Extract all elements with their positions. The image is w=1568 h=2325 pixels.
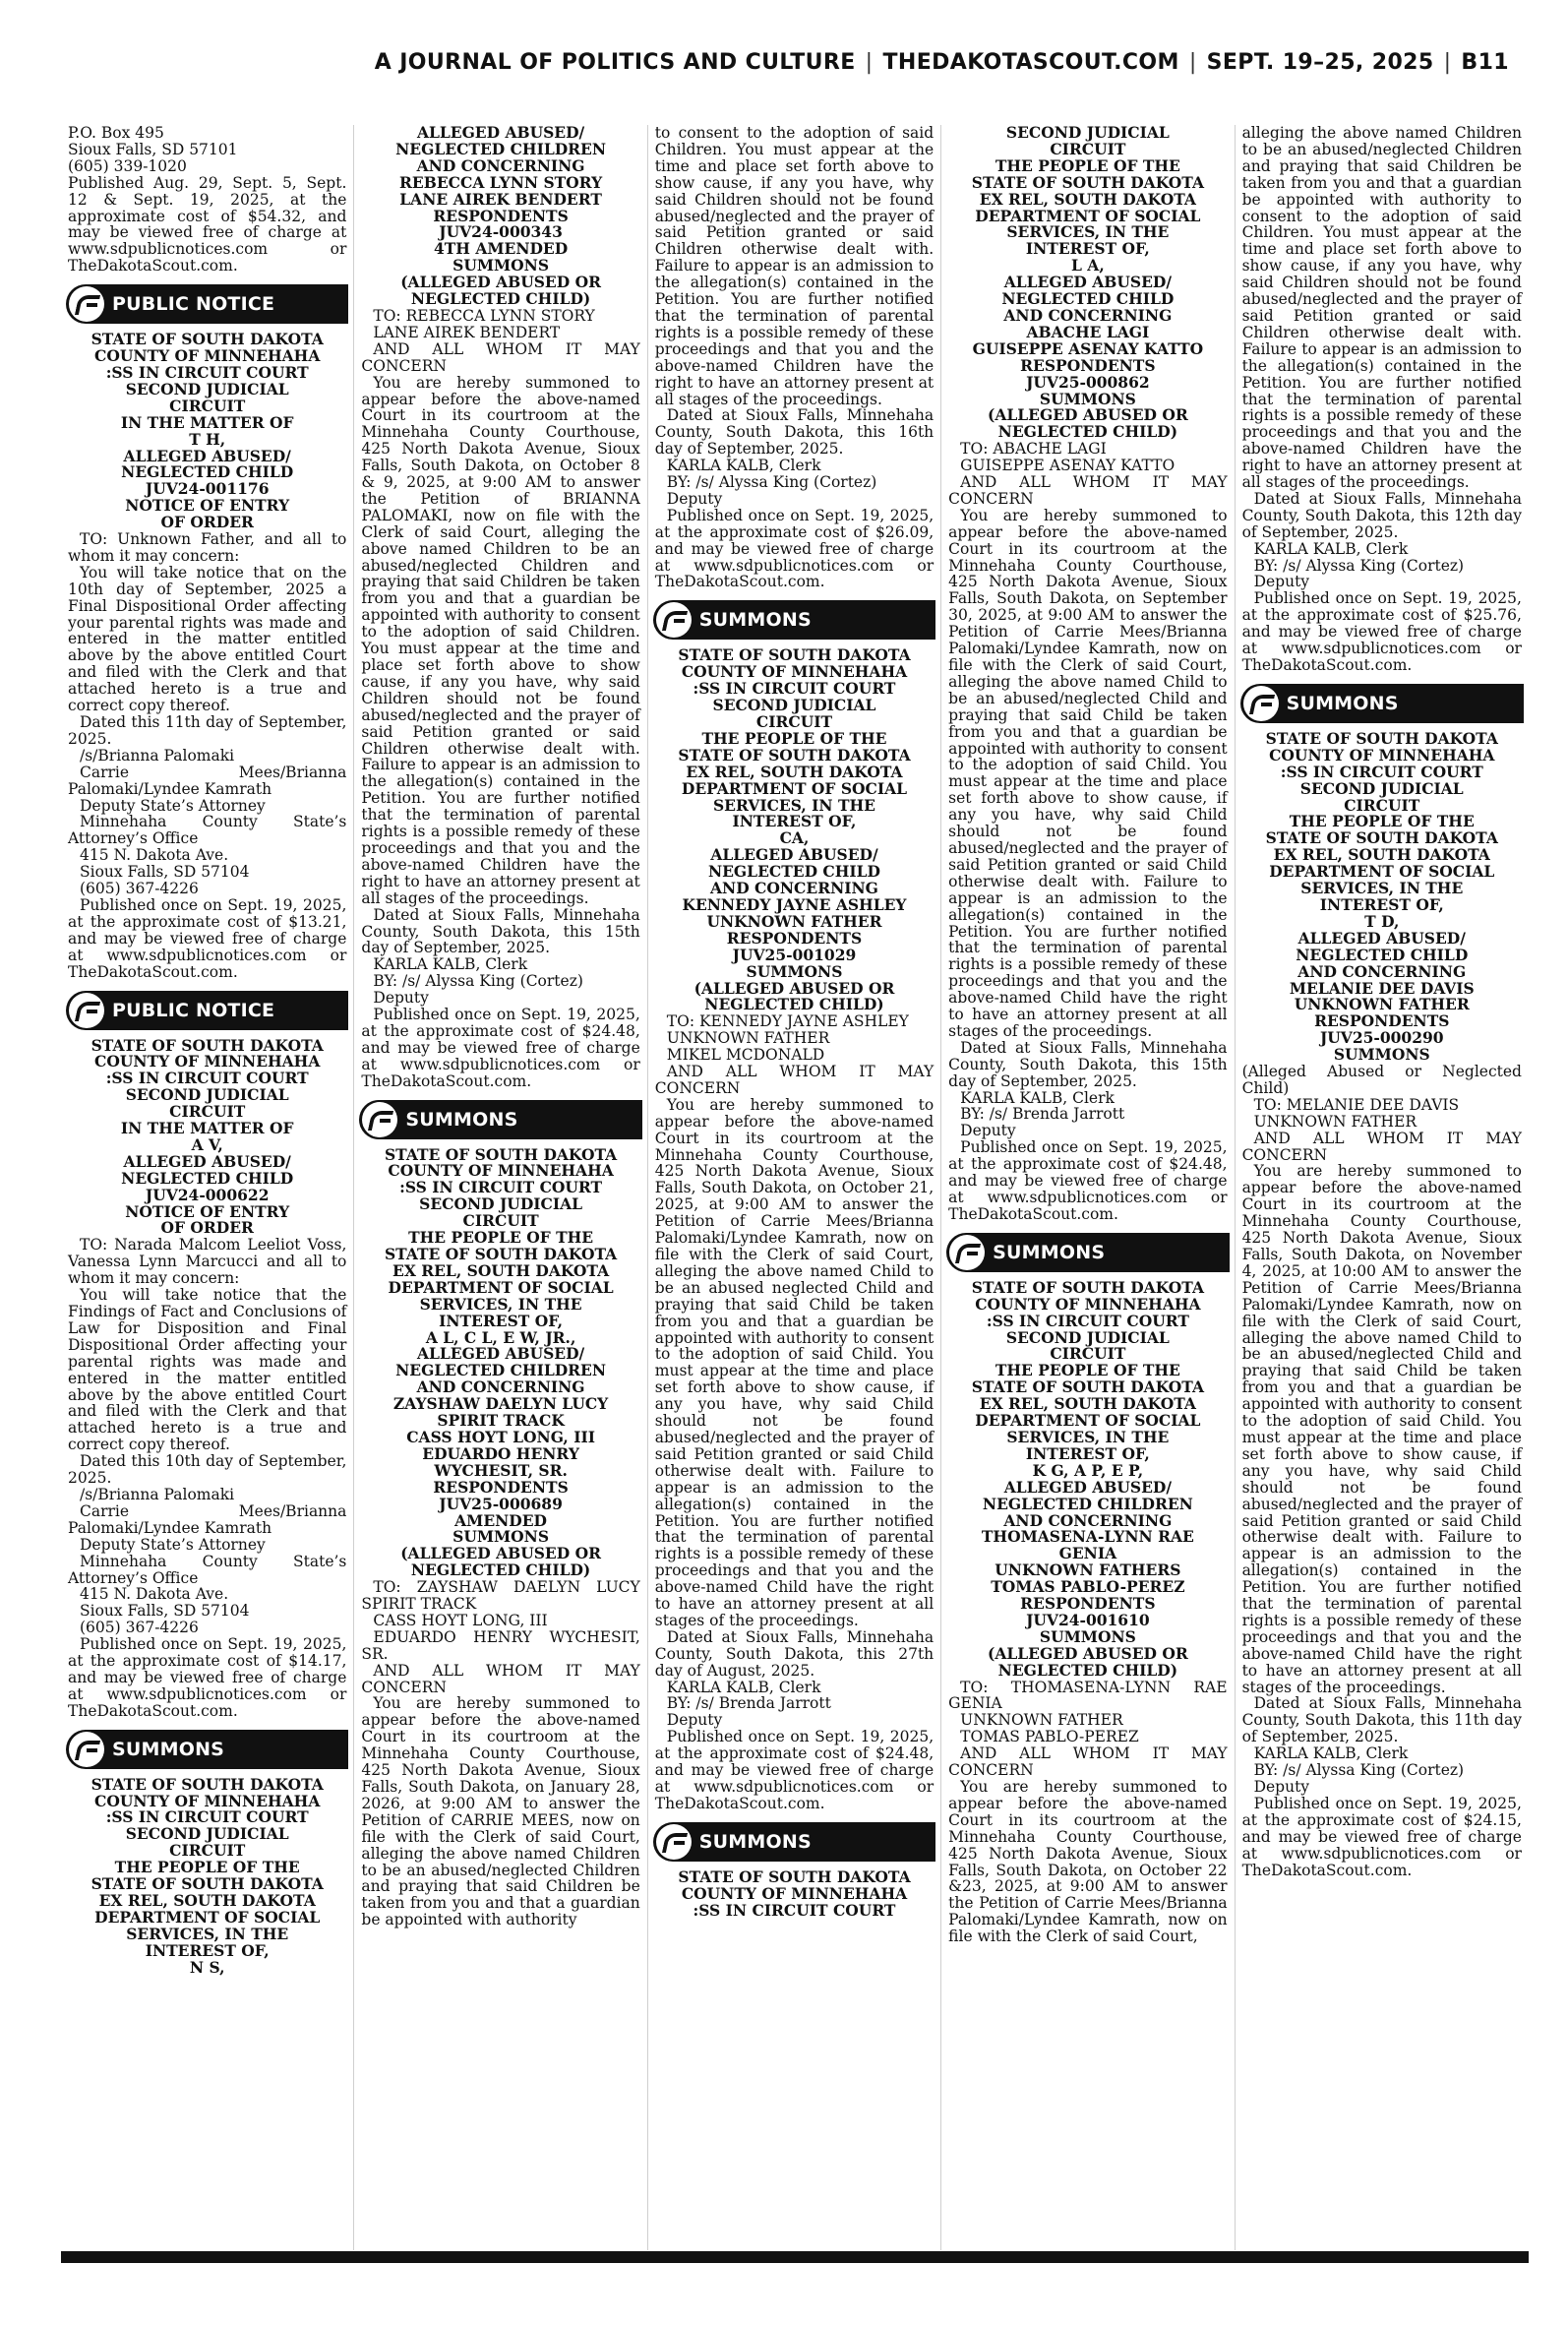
notice-heading-line: EX REL, SOUTH DAKOTA (686, 762, 903, 781)
notice-heading-line: RESPONDENTS (433, 206, 569, 225)
notice-paragraph: MIKEL MCDONALD (666, 1046, 825, 1065)
notice-heading-line: THE PEOPLE OF THE (995, 155, 1180, 175)
section-banner (1240, 684, 1524, 723)
section-banner-label: PUBLIC NOTICE (112, 293, 275, 316)
notice-heading-line: AMENDED (454, 1510, 548, 1530)
notice-heading-line: AND CONCERNING (416, 1377, 585, 1397)
notice-paragraph: to consent to the adoption of said Children. You must appear at the time and place set forth above to show cause, if any you have, why said Children should not be found abused/neglected and the prayer of said Petition granted or said Children otherwise dealt with. Failure to appear is an admission to the allegation(s) contained in the Petition. You are further notified that the termination of parental rights is a possible remedy of these proceedings and that you and the above-named Children have the right to have an attorney present at all stages of the proceedings. (654, 125, 935, 408)
notice-paragraph: BY: /s/ Alyssa King (Cortez) (666, 473, 877, 492)
notices-columns (61, 125, 1529, 2250)
notice-heading-line: CIRCUIT (1050, 139, 1126, 158)
notice-heading-line: AND CONCERNING (1003, 1510, 1173, 1530)
notice-heading-line: SECOND JUDICIAL (1005, 125, 1170, 142)
notice-heading-line: JUV24-001610 (1026, 1610, 1150, 1629)
notice-heading-line: STATE OF SOUTH DAKOTA (971, 172, 1204, 192)
notice-heading-line: NEGLECTED CHILD (121, 462, 294, 482)
notice-heading-line: TOMAS PABLO-PEREZ (991, 1577, 1185, 1597)
notice-paragraph: GUISEPPE ASENAY KATTO (960, 457, 1176, 475)
notice-paragraph: You are hereby summoned to appear before the above-named Court in its courtroom at the Minnehaha County Courthouse, 425 North Dakota Avenue, Sioux Falls, South Dakota, on October 22 &23, 2025, at 9:00 AM to answer the Petition of Carrie Mees/Brianna Palomaki/Lyndee Kamrath, now on file with the Clerk of said Court, (948, 1778, 1228, 1946)
notice-heading-line: THE PEOPLE OF THE (1289, 812, 1475, 831)
notice-paragraph: Dated at Sioux Falls, Minnehaha County, South Dakota, this 15th day of September, 2025. (361, 905, 640, 957)
notice-heading-line: CIRCUIT (169, 1102, 246, 1122)
notice-heading-line: SUMMONS (746, 961, 843, 981)
section-banner-label: SUMMONS (993, 1241, 1106, 1263)
notice-heading-line: SERVICES, IN THE (1006, 222, 1170, 242)
notice-heading-line: STATE OF SOUTH DAKOTA (971, 1277, 1204, 1297)
notice-heading-line: STATE OF SOUTH DAKOTA (384, 1245, 618, 1263)
notice-paragraph: Deputy (373, 989, 429, 1008)
notice-paragraph: TO: Narada Malcom Leeliot Voss, Vanessa Lynn Marcucci and all to whom it may concern: (68, 1236, 347, 1288)
page-number: B11 (1461, 50, 1509, 75)
notice-paragraph: Published once on Sept. 19, 2025, at the approximate cost of $24.48, and may be viewed free of charge at www.sdpublicnotices.com or TheDakotaScout.com. (948, 1138, 1228, 1223)
notice-paragraph: BY: /s/ Alyssa King (Cortez) (1253, 556, 1465, 575)
notice-heading-line: DEPARTMENT OF SOCIAL (388, 1277, 614, 1297)
notice-heading-line: INTEREST OF, (1025, 1443, 1150, 1463)
notice-paragraph: AND ALL WHOM IT MAY CONCERN (948, 1744, 1228, 1780)
notice-heading-line: COUNTY OF MINNEHAHA (94, 1052, 321, 1071)
notice-paragraph: Deputy (666, 489, 723, 508)
notice-heading-line: ALLEGED ABUSED/ (416, 1344, 585, 1364)
notice-paragraph: TO: Unknown Father, and all to whom it may concern: (68, 530, 347, 565)
notice-heading-line: SECOND JUDICIAL (125, 1824, 289, 1844)
notice-heading-line: SERVICES, IN THE (126, 1924, 289, 1943)
section-banner (946, 1233, 1229, 1272)
notice-heading-line: INTEREST OF, (145, 1940, 270, 1960)
notice-heading-line: KENNEDY JAYNE ASHLEY (682, 894, 907, 914)
notice-heading-line: :SS IN CIRCUIT COURT (105, 1069, 309, 1088)
notice-paragraph: Dated at Sioux Falls, Minnehaha County, South Dakota, this 16th day of September, 2025. (654, 406, 935, 459)
section-banner-label: SUMMONS (698, 1830, 812, 1853)
notice-heading-line: EX REL, SOUTH DAKOTA (979, 1394, 1196, 1414)
notice-heading-line: STATE OF SOUTH DAKOTA (1265, 728, 1498, 748)
notice-heading-line: UNKNOWN FATHER (706, 911, 882, 931)
notice-paragraph: BY: /s/ Alyssa King (Cortez) (373, 972, 583, 991)
notice-heading-line: INTEREST OF, (1025, 239, 1150, 259)
section-banner (66, 1730, 348, 1769)
section-banner-label: PUBLIC NOTICE (112, 999, 275, 1021)
notice-paragraph: You are hereby summoned to appear before the above-named Court in its courtroom at the Minnehaha County Courthouse, 425 North Dakota Avenue, Sioux Falls, South Dakota, on September 30, 2025, at 9:00 AM to answer the Petition of Carrie Mees/Brianna Palomaki/Lyndee Kamrath, now on file with the Clerk of said Court, alleging the above named Child to be an abused/neglected Child and praying that said Child be taken from you and that a guardian be appointed with authority to consent to the adoption of said Child. You must appear at the time and place set forth above to show cause, if any you have, why said Child should not be found abused/neglected and the prayer of said Petition granted or said Child otherwise dealt with. Failure to appear is an admission to the allegation(s) contained in the Petition. You are further notified that the termination of parental rights is a possible remedy of these proceedings and that you and the above-named Child have the right to have an attorney present at all stages of the proceedings. (948, 506, 1228, 1040)
notice-paragraph: Dated at Sioux Falls, Minnehaha County, South Dakota, this 11th day of September, 2025. (1241, 1694, 1522, 1746)
notice-paragraph: UNKNOWN FATHER (666, 1029, 830, 1048)
notice-heading-line: (ALLEGED ABUSED OR (988, 1643, 1188, 1663)
notice-paragraph: Minnehaha County State’s Attorney’s Office (68, 1552, 347, 1587)
notice-heading-line: JUV24-000622 (145, 1185, 270, 1204)
notice-heading-line: THE PEOPLE OF THE (995, 1361, 1180, 1380)
notice-paragraph: You are hereby summoned to appear before the above-named Court in its courtroom at the Minnehaha County Courthouse, 425 North Dakota Avenue, Sioux Falls, South Dakota, on October 8 & 9, 2025, at 9:00 AM to answer the Petition of BRIANNA PALOMAKI, now on file with the Clerk of said Court, alleging the above named Children to be an abused/neglected Children and praying that said Children be taken from you and that a guardian be appointed with authority to consent to the adoption of said Children. You must appear at the time and place set forth above to show cause, if any you have, why said Children should not be found abused/neglected and the prayer of said Petition granted or said Children otherwise dealt with. Failure to appear is an admission to the allegation(s) contained in the Petition. You are further notified that the termination of parental rights is a possible remedy of these proceedings and that you and the above-named Children have the right to have an attorney present at all stages of the proceedings. (361, 373, 640, 907)
notice-heading-line: STATE OF SOUTH DAKOTA (90, 1035, 324, 1055)
notice-heading-line: SUMMONS (452, 1527, 550, 1547)
notice-heading-line: JUV24-000343 (439, 222, 563, 242)
notice-paragraph: BY: /s/ Brenda Jarrott (666, 1694, 831, 1713)
header-separator: | (865, 50, 874, 75)
notice-heading-line: SECOND JUDICIAL (125, 379, 289, 398)
notice-paragraph: TO: THOMASENA-LYNN RAE GENIA (948, 1678, 1228, 1713)
notice-paragraph: (Alleged Abused or Neglected Child) (1241, 1063, 1522, 1097)
scout-logo-icon (656, 1824, 692, 1860)
notice-paragraph: CASS HOYT LONG, III (373, 1611, 548, 1629)
notice-heading-line: NEGLECTED CHILD) (410, 289, 591, 309)
notice-heading-line: STATE OF SOUTH DAKOTA (678, 1866, 911, 1886)
notice-heading-line: A L, C L, E W, JR., (425, 1327, 576, 1347)
page-header (375, 50, 1509, 75)
notice-heading-line: SECOND JUDICIAL (1299, 778, 1464, 798)
notice-heading-line: STATE OF SOUTH DAKOTA (678, 645, 911, 665)
notice-heading-line: NEGLECTED CHILD (1296, 945, 1469, 964)
notice-paragraph: UNKNOWN FATHER (1253, 1112, 1417, 1131)
website-link[interactable]: THEDAKOTASCOUT.COM (882, 50, 1179, 75)
section-banner (653, 600, 935, 640)
notice-paragraph: You will take notice that on the 10th day of September, 2025 a Final Dispositional Order affecting your parental rights was made and entered in the matter entitled above by the above entitled Court and filed with the Clerk and that attached hereto is a true and correct copy thereof. (68, 563, 347, 715)
notice-heading-line: DEPARTMENT OF SOCIAL (975, 206, 1201, 225)
notice-heading-line: GUISEPPE ASENAY KATTO (972, 338, 1204, 358)
notice-heading-line: SECOND JUDICIAL (1005, 1327, 1170, 1347)
notice-heading-line: CA, (779, 828, 810, 848)
notice-heading-line: DEPARTMENT OF SOCIAL (975, 1411, 1201, 1431)
notice-heading-line: NEGLECTED CHILD) (704, 995, 884, 1014)
scout-logo-icon (362, 1102, 397, 1137)
notice-heading-line: L A, (1071, 256, 1105, 275)
notice-paragraph: 415 N. Dakota Ave. (80, 1585, 229, 1604)
notice-paragraph: You will take notice that the Findings of Fact and Conclusions of Law for Disposition and Final Dispositional Order affecting your parental rights was made and entered in the matter entitled above by the above entitled Court and filed with the Clerk and that attached hereto is a true and correct copy thereof. (68, 1286, 347, 1454)
notice-heading-line: NEGLECTED CHILD) (410, 1560, 591, 1580)
notice-heading-line: :SS IN CIRCUIT COURT (105, 362, 309, 382)
notice-paragraph: (605) 339-1020 (68, 156, 187, 175)
notice-heading-line: STATE OF SOUTH DAKOTA (678, 745, 911, 765)
notice-heading-line: EDUARDO HENRY (422, 1443, 579, 1463)
notice-paragraph: Dated at Sioux Falls, Minnehaha County, South Dakota, this 12th day of September, 2025. (1241, 489, 1522, 541)
notice-heading-line: SUMMONS (1039, 389, 1136, 408)
notice-heading-line: CIRCUIT (169, 1841, 246, 1861)
notice-heading-line: EX REL, SOUTH DAKOTA (392, 1260, 610, 1280)
notice-heading-line: SERVICES, IN THE (1006, 1427, 1170, 1446)
notice-paragraph: (605) 367-4226 (80, 1619, 199, 1637)
notice-heading-line: NOTICE OF ENTRY (125, 496, 290, 516)
notice-paragraph: Deputy (960, 1122, 1016, 1140)
notice-paragraph: Deputy (1253, 1778, 1310, 1796)
notice-paragraph: Minnehaha County State’s Attorney’s Office (68, 813, 347, 848)
notice-paragraph: Published once on Sept. 19, 2025, at the approximate cost of $24.15, and may be viewed free of charge at www.sdpublicnotices.com or TheDakotaScout.com. (1241, 1794, 1522, 1879)
notice-heading-line: AND CONCERNING (710, 879, 878, 898)
notice-heading-line: DEPARTMENT OF SOCIAL (681, 778, 908, 798)
notice-paragraph: UNKNOWN FATHER (960, 1711, 1123, 1730)
scout-logo-icon (69, 1732, 104, 1767)
notice-paragraph: KARLA KALB, Clerk (373, 955, 528, 974)
notice-paragraph: /s/Brianna Palomaki (80, 746, 235, 765)
notice-paragraph: Dated at Sioux Falls, Minnehaha County, South Dakota, this 27th day of August, 2025. (654, 1627, 935, 1680)
notice-heading-line: MELANIE DEE DAVIS (1289, 978, 1475, 998)
notice-heading-line: NEGLECTED CHILD) (997, 422, 1178, 442)
notice-heading-line: RESPONDENTS (1020, 1594, 1156, 1614)
notice-heading-line: THE PEOPLE OF THE (408, 1228, 594, 1248)
notice-heading-line: :SS IN CIRCUIT COURT (693, 679, 896, 699)
notice-paragraph: KARLA KALB, Clerk (960, 1088, 1115, 1107)
notice-paragraph: KARLA KALB, Clerk (1253, 539, 1409, 558)
notice-heading-line: :SS IN CIRCUIT COURT (399, 1178, 603, 1197)
notice-paragraph: LANE AIREK BENDERT (373, 323, 561, 341)
notice-paragraph: Published once on Sept. 19, 2025, at the approximate cost of $13.21, and may be viewed free of charge at www.sdpublicnotices.com or TheDakotaScout.com. (68, 895, 347, 981)
notice-heading-line: ALLEGED ABUSED/ (1297, 928, 1466, 948)
notice-heading-line: ALLEGED ABUSED/ (710, 845, 878, 865)
notice-paragraph: Carrie Mees/Brianna Palomaki/Lyndee Kamrath (68, 763, 347, 798)
section-banner (359, 1100, 641, 1139)
notice-heading-line: ALLEGED ABUSED/ (1003, 1477, 1172, 1497)
notice-heading-line: JUV25-001029 (732, 945, 857, 964)
section-banner (66, 991, 348, 1030)
notice-heading-line: SUMMONS (1039, 1626, 1136, 1646)
notice-heading-line: INTEREST OF, (1319, 894, 1444, 914)
notice-heading-line: A V, (191, 1134, 223, 1154)
notice-heading-line: LANE AIREK BENDERT (399, 189, 602, 209)
notice-heading-line: :SS IN CIRCUIT COURT (105, 1807, 309, 1827)
notice-heading-line: AND CONCERNING (416, 155, 585, 175)
section-banner-label: SUMMONS (698, 609, 812, 632)
notice-heading-line: COUNTY OF MINNEHAHA (388, 1161, 614, 1181)
notice-paragraph: Sioux Falls, SD 57101 (68, 140, 238, 158)
notice-heading-line: NEGLECTED CHILD) (997, 1660, 1178, 1680)
notice-heading-line: ZAYSHAW DAELYN LUCY (392, 1394, 609, 1414)
notice-paragraph: Sioux Falls, SD 57104 (80, 863, 250, 882)
notice-paragraph: You are hereby summoned to appear before the above-named Court in its courtroom at the Minnehaha County Courthouse, 425 North Dakota Avenue, Sioux Falls, South Dakota, on January 28, 2026, at 9:00 AM to answer the Petition of CARRIE MEES, now on file with the Clerk of said Court, alleging the above named Children to be an abused/neglected Children and praying that said Children be taken from you and that a guardian be appointed with authority (361, 1694, 640, 1929)
notice-paragraph: Published once on Sept. 19, 2025, at the approximate cost of $26.09, and may be viewed free of charge at www.sdpublicnotices.com or TheDakotaScout.com. (654, 506, 935, 591)
notice-heading-line: STATE OF SOUTH DAKOTA (90, 330, 324, 349)
notice-paragraph: Published once on Sept. 19, 2025, at the approximate cost of $25.76, and may be viewed free of charge at www.sdpublicnotices.com or TheDakotaScout.com. (1241, 589, 1522, 674)
notice-heading-line: COUNTY OF MINNEHAHA (975, 1294, 1201, 1314)
notice-heading-line: NEGLECTED CHILD (1001, 289, 1175, 309)
notice-heading-line: NEGLECTED CHILDREN (395, 139, 607, 158)
notice-heading-line: ALLEGED ABUSED/ (1003, 273, 1172, 292)
notice-heading-line: EX REL, SOUTH DAKOTA (98, 1891, 316, 1910)
notice-heading-line: INTEREST OF, (732, 812, 857, 831)
notice-heading-line: SECOND JUDICIAL (125, 1085, 289, 1105)
notice-heading-line: THE PEOPLE OF THE (701, 728, 887, 748)
notice-paragraph: Published once on Sept. 19, 2025, at the approximate cost of $24.48, and may be viewed free of charge at www.sdpublicnotices.com or TheDakotaScout.com. (361, 1006, 640, 1090)
notice-heading-line: NEGLECTED CHILDREN (982, 1494, 1193, 1513)
notice-heading-line: (ALLEGED ABUSED OR (988, 405, 1188, 425)
section-banner (653, 1822, 935, 1862)
notice-heading-line: WYCHESIT, SR. (434, 1460, 568, 1480)
notice-paragraph: Published once on Sept. 19, 2025, at the approximate cost of $14.17, and may be viewed free of charge at www.sdpublicnotices.com or TheDakotaScout.com. (68, 1635, 347, 1720)
notice-paragraph: Carrie Mees/Brianna Palomaki/Lyndee Kamrath (68, 1501, 347, 1537)
notice-heading-line: INTEREST OF, (439, 1311, 564, 1330)
notice-heading-line: CASS HOYT LONG, III (406, 1427, 595, 1446)
notice-paragraph: TO: ZAYSHAW DAELYN LUCY SPIRIT TRACK (361, 1578, 640, 1614)
publication-tagline: A JOURNAL OF POLITICS AND CULTURE (374, 50, 856, 75)
notice-heading-line: ALLEGED ABUSED/ (416, 125, 585, 142)
footer-rule (61, 2251, 1529, 2263)
issue-date: SEPT. 19–25, 2025 (1206, 50, 1434, 75)
notice-paragraph: alleging the above named Children to be an abused/neglected Children and praying that said Children be taken from you and that a guardian be appointed with authority to consent to the adoption of said Children. You must appear at the time and place set forth above to show cause, if any you have, why said Children should not be found abused/neglected and the prayer of said Petition granted or said Children otherwise dealt with. Failure to appear is an admission to the allegation(s) contained in the Petition. You are further notified that the termination of parental rights is a possible remedy of these proceedings and that you and the above-named Children have the right to have an attorney present at all stages of the proceedings. (1241, 125, 1522, 492)
notice-heading-line: OF ORDER (160, 513, 254, 532)
notice-paragraph: Published Aug. 29, Sept. 5, Sept. 12 & Sept. 19, 2025, at the approximate cost of $54.32, and may be viewed free of charge at www.sdpublicnotices.com or TheDakotaScout.com. (68, 173, 347, 275)
notice-heading-line: THE PEOPLE OF THE (114, 1858, 300, 1877)
notice-heading-line: CIRCUIT (755, 712, 833, 731)
notice-heading-line: :SS IN CIRCUIT COURT (986, 1311, 1189, 1330)
notice-paragraph: Dated this 11th day of September, 2025. (68, 713, 347, 748)
notice-heading-line: SERVICES, IN THE (419, 1294, 582, 1314)
header-separator: | (1443, 50, 1452, 75)
notice-heading-line: UNKNOWN FATHER (1294, 995, 1470, 1014)
notice-heading-line: 4TH AMENDED (433, 239, 569, 259)
notice-heading-line: CIRCUIT (462, 1211, 539, 1231)
notice-heading-line: K G, A P, E P, (1032, 1460, 1144, 1480)
notice-paragraph: Deputy State’s Attorney (80, 1535, 266, 1554)
notice-heading-line: JUV25-000862 (1026, 372, 1150, 392)
notice-heading-line: RESPONDENTS (726, 928, 863, 948)
notice-heading-line: (ALLEGED ABUSED OR (400, 273, 601, 292)
section-banner-label: SUMMONS (112, 1738, 225, 1760)
header-separator: | (1188, 50, 1197, 75)
notice-heading-line: SUMMONS (1333, 1045, 1430, 1065)
notice-heading-line: T D, (1364, 911, 1400, 931)
notice-heading-line: JUV25-000290 (1319, 1028, 1444, 1048)
notice-heading-line: SUMMONS (452, 256, 550, 275)
notice-paragraph: TO: KENNEDY JAYNE ASHLEY (666, 1012, 909, 1031)
notice-heading-line: STATE OF SOUTH DAKOTA (1265, 828, 1498, 848)
scout-logo-icon (656, 602, 692, 638)
scout-logo-icon (69, 993, 104, 1028)
notice-paragraph: Dated at Sioux Falls, Minnehaha County, South Dakota, this 15th day of September, 2025. (948, 1038, 1228, 1090)
notice-heading-line: ABACHE LAGI (1026, 322, 1150, 341)
notice-heading-line: EX REL, SOUTH DAKOTA (1273, 845, 1490, 865)
notice-paragraph: TOMAS PABLO-PEREZ (960, 1728, 1139, 1746)
column-3 (648, 125, 941, 2250)
notice-heading-line: (ALLEGED ABUSED OR (694, 978, 895, 998)
notice-paragraph: AND ALL WHOM IT MAY CONCERN (948, 473, 1228, 508)
notice-heading-line: JUV24-001176 (145, 479, 270, 499)
notice-paragraph: You are hereby summoned to appear before the above-named Court in its courtroom at the Minnehaha County Courthouse, 425 North Dakota Avenue, Sioux Falls, South Dakota, on October 21, 2025, at 9:00 AM to answer the Petition of Carrie Mees/Brianna Palomaki/Lyndee Kamrath, now on file with the Clerk of said Court, alleging the above named Child to be an abused neglected Child and praying that said Child be taken from you and that a guardian be appointed with authority to consent to the adoption of said Child. You must appear at the time and place set forth above to show cause, if any you have, why said Child should not be found abused/neglected and the prayer of said Petition granted or said Child otherwise dealt with. Failure to appear is an admission to the allegation(s) contained in the Petition. You are further notified that the termination of parental rights is a possible remedy of these proceedings and that you and the above-named Child have the right to have an attorney present at all stages of the proceedings. (654, 1095, 935, 1629)
notice-heading-line: NEGLECTED CHILD (707, 862, 880, 882)
notice-heading-line: RESPONDENTS (433, 1477, 569, 1497)
notice-paragraph: BY: /s/ Brenda Jarrott (960, 1105, 1125, 1124)
notice-heading-line: COUNTY OF MINNEHAHA (681, 1883, 908, 1903)
notice-heading-line: ALLEGED ABUSED/ (123, 1151, 291, 1171)
notice-heading-line: RESPONDENTS (1020, 355, 1156, 375)
notice-heading-line: SERVICES, IN THE (1300, 879, 1464, 898)
notice-paragraph: KARLA KALB, Clerk (1253, 1744, 1409, 1763)
notice-heading-line: :SS IN CIRCUIT COURT (1280, 762, 1483, 781)
notice-paragraph: (605) 367-4226 (80, 880, 199, 898)
notice-paragraph: EDUARDO HENRY WYCHESIT, SR. (361, 1627, 640, 1663)
notice-paragraph: AND ALL WHOM IT MAY CONCERN (1241, 1129, 1522, 1164)
notice-heading-line: COUNTY OF MINNEHAHA (94, 1791, 321, 1810)
section-banner (66, 284, 348, 324)
notice-heading-line: IN THE MATTER OF (120, 1119, 294, 1138)
notice-heading-line: COUNTY OF MINNEHAHA (94, 346, 321, 366)
notice-heading-line: T H, (189, 429, 226, 449)
section-banner-label: SUMMONS (1286, 692, 1399, 714)
notice-paragraph: KARLA KALB, Clerk (666, 1678, 821, 1696)
notice-heading-line: STATE OF SOUTH DAKOTA (90, 1774, 324, 1794)
notice-heading-line: STATE OF SOUTH DAKOTA (384, 1144, 618, 1164)
notice-paragraph: Published once on Sept. 19, 2025, at the approximate cost of $24.48, and may be viewed free of charge at www.sdpublicnotices.com or TheDakotaScout.com. (654, 1728, 935, 1812)
notice-paragraph: Deputy (666, 1711, 723, 1730)
notice-heading-line: NEGLECTED CHILD (121, 1168, 294, 1188)
column-4 (941, 125, 1235, 2250)
notice-heading-line: SERVICES, IN THE (712, 795, 875, 815)
notice-heading-line: AND CONCERNING (1297, 961, 1467, 981)
notice-heading-line: CIRCUIT (1344, 795, 1420, 815)
notice-paragraph: TO: REBECCA LYNN STORY (373, 306, 595, 325)
notice-heading-line: (ALLEGED ABUSED OR (400, 1544, 601, 1563)
notice-paragraph: AND ALL WHOM IT MAY CONCERN (361, 339, 640, 375)
notice-heading-line: GENIA (1058, 1544, 1117, 1563)
notice-heading-line: COUNTY OF MINNEHAHA (1269, 745, 1495, 765)
notice-paragraph: Sioux Falls, SD 57104 (80, 1602, 250, 1621)
scout-logo-icon (69, 286, 104, 322)
notice-paragraph: /s/Brianna Palomaki (80, 1485, 235, 1503)
notice-heading-line: N S, (189, 1957, 225, 1977)
notice-paragraph: P.O. Box 495 (68, 125, 164, 142)
notice-heading-line: REBECCA LYNN STORY (399, 172, 603, 192)
notice-heading-line: ALLEGED ABUSED/ (123, 446, 291, 465)
notice-heading-line: NEGLECTED CHILDREN (395, 1361, 607, 1380)
notice-paragraph: You are hereby summoned to appear before the above-named Court in its courtroom at the Minnehaha County Courthouse, 425 North Dakota Avenue, Sioux Falls, South Dakota, on November 4, 2025, at 10:00 AM to answer the Petition of Carrie Mees/Brianna Palomaki/Lyndee Kamrath, now on file with the Clerk of said Court, alleging the above named Child to be an abused/neglected Child and praying that said Child be taken from you and that a guardian be appointed with authority to consent to the adoption of said Child. You must appear at the time and place set forth above to show cause, if any you have, why said Child should not be found abused/neglected and the prayer of said Petition granted or said Child otherwise dealt with. Failure to appear is an admission to the allegation(s) contained in the Petition. You are further notified that the termination of parental rights is a possible remedy of these proceedings and that you and the above-named Child have the right to have an attorney present at all stages of the proceedings. (1241, 1162, 1522, 1696)
notice-paragraph: TO: MELANIE DEE DAVIS (1253, 1095, 1460, 1114)
notice-paragraph: AND ALL WHOM IT MAY CONCERN (361, 1661, 640, 1696)
notice-heading-line: DEPARTMENT OF SOCIAL (94, 1907, 321, 1927)
notice-paragraph: AND ALL WHOM IT MAY CONCERN (654, 1063, 935, 1097)
notice-paragraph: KARLA KALB, Clerk (666, 457, 821, 475)
notice-heading-line: CIRCUIT (1050, 1344, 1126, 1364)
notice-paragraph: Deputy (1253, 573, 1310, 591)
notice-heading-line: NOTICE OF ENTRY (125, 1201, 290, 1221)
notice-paragraph: Dated this 10th day of September, 2025. (68, 1452, 347, 1488)
notice-heading-line: OF ORDER (160, 1218, 254, 1238)
notice-heading-line: EX REL, SOUTH DAKOTA (979, 189, 1196, 209)
notice-heading-line: STATE OF SOUTH DAKOTA (971, 1377, 1204, 1397)
column-5 (1236, 125, 1529, 2250)
notice-paragraph: Deputy State’s Attorney (80, 796, 266, 815)
notice-heading-line: UNKNOWN FATHERS (995, 1560, 1181, 1580)
notice-paragraph: BY: /s/ Alyssa King (Cortez) (1253, 1761, 1465, 1780)
notice-heading-line: THOMASENA-LYNN RAE (981, 1527, 1194, 1547)
notice-heading-line: SPIRIT TRACK (437, 1411, 565, 1431)
scout-logo-icon (1243, 686, 1279, 721)
notice-heading-line: SECOND JUDICIAL (419, 1194, 583, 1214)
column-1 (61, 125, 354, 2250)
notice-paragraph: 415 N. Dakota Ave. (80, 846, 229, 865)
notice-heading-line: :SS IN CIRCUIT COURT (693, 1900, 896, 1920)
notice-heading-line: SECOND JUDICIAL (712, 696, 876, 715)
notice-heading-line: STATE OF SOUTH DAKOTA (90, 1874, 324, 1894)
column-2 (354, 125, 647, 2250)
scout-logo-icon (949, 1235, 985, 1270)
notice-heading-line: JUV25-000689 (439, 1494, 563, 1513)
notice-paragraph: TO: ABACHE LAGI (960, 440, 1107, 459)
notice-heading-line: COUNTY OF MINNEHAHA (681, 662, 908, 682)
section-banner-label: SUMMONS (405, 1108, 518, 1131)
notice-heading-line: IN THE MATTER OF (120, 412, 294, 432)
notice-heading-line: RESPONDENTS (1314, 1011, 1450, 1031)
notice-heading-line: DEPARTMENT OF SOCIAL (1269, 862, 1495, 882)
notice-heading-line: CIRCUIT (169, 396, 246, 415)
notice-heading-line: AND CONCERNING (1003, 305, 1173, 325)
